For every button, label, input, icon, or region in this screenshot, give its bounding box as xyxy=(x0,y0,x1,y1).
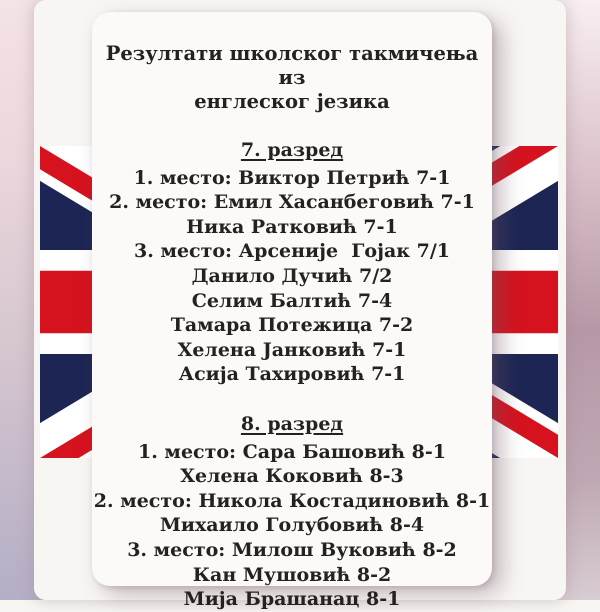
result-line: 3. место: Арсеније Гојак 7/1 xyxy=(134,240,450,263)
result-line: Мија Брашанац 8-1 xyxy=(183,588,401,611)
section-heading-7th-grade: 7. разред xyxy=(240,139,344,161)
section-7th-grade xyxy=(92,138,492,387)
result-line: 1. место: Сара Башовић 8-1 xyxy=(137,440,447,463)
result-line: 2. место: Никола Костадиновић 8-1 xyxy=(93,489,491,512)
result-line: 3. место: Милош Вуковић 8-2 xyxy=(127,538,457,561)
result-line: Селим Балтић 7-4 xyxy=(191,289,393,312)
page-title xyxy=(92,42,492,114)
result-line: Кан Мушовић 8-2 xyxy=(192,563,392,586)
result-line: Ника Ратковић 7-1 xyxy=(186,215,398,238)
result-line: 2. место: Емил Хасанбеговић 7-1 xyxy=(109,191,475,214)
result-line: Тамара Потежица 7-2 xyxy=(170,314,414,337)
result-line: 1. место: Виктор Петрић 7-1 xyxy=(133,166,451,189)
section-heading-8th-grade: 8. разред xyxy=(240,412,344,435)
result-line: Хелена Коковић 8-3 xyxy=(180,465,404,488)
section-8th-grade xyxy=(92,412,492,612)
results-card xyxy=(92,12,492,611)
result-line: Асија Тахировић 7-1 xyxy=(178,363,406,386)
result-line: Михаило Голубовић 8-4 xyxy=(159,514,425,537)
title-line-2: енглеског језика xyxy=(194,90,390,113)
result-line: Данило Дучић 7/2 xyxy=(191,264,393,287)
result-line: Хелена Јанковић 7-1 xyxy=(177,338,407,361)
title-line-1: Резултати школског такмичења из xyxy=(105,42,486,89)
